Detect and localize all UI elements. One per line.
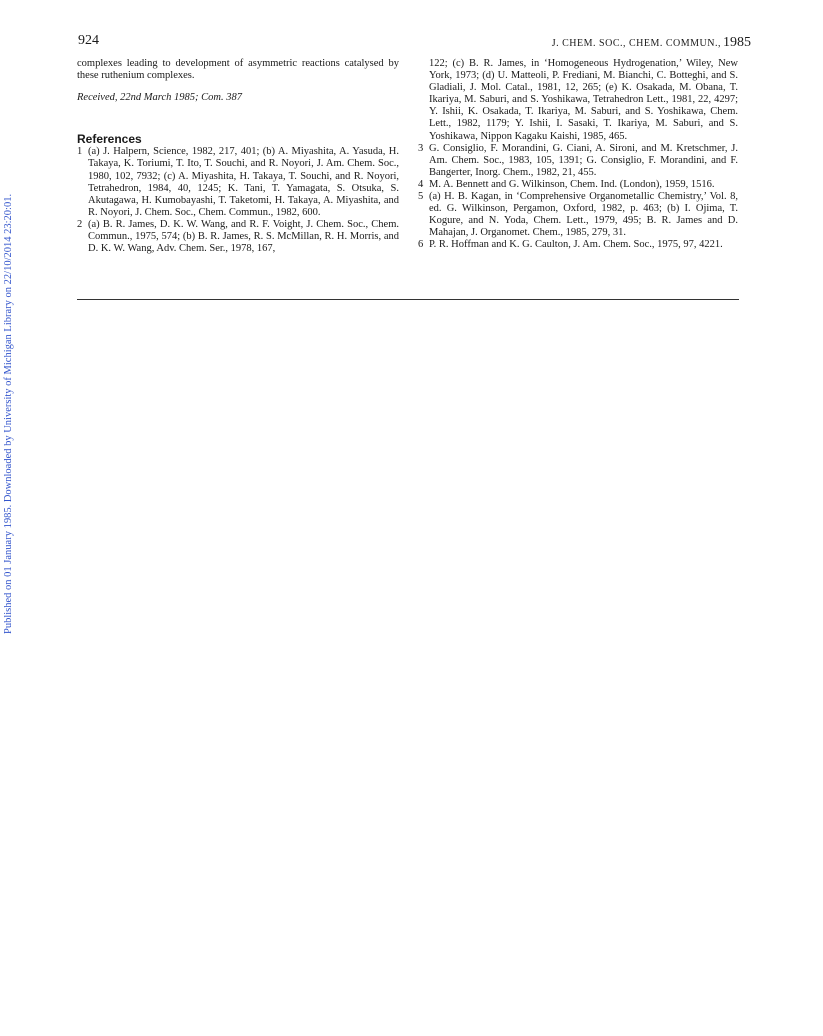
reference-number: [418, 58, 429, 143]
received-line: Received, 22nd March 1985; Com. 387: [77, 92, 242, 104]
page-number: 924: [78, 33, 99, 48]
reference-text: (a) J. Halpern, Science, 1982, 217, 401; (b) A. Miyashita, A. Yasuda, H. Takaya, K. Toriumi, T. Ito, T. Souchi, and R. Noyori, J. Am. Chem. Soc., 1980, 102, 7932; (c) A. Miyashita, H. Takaya, T. Souchi, and R. Noyori, Tetrahedron, 1984, 40, 1245; K. Tani, T. Yamagata, S. Otsuka, S. Akutagawa, H. Kumobayashi, T. Taketomi, H. Takaya, A. Miyashita, and R. Noyori, J. Chem. Soc., Chem. Commun., 1982, 600.: [88, 146, 399, 218]
right-column: [418, 58, 738, 252]
reference-number: 5: [418, 191, 424, 203]
reference-number: 4: [418, 178, 424, 190]
reference-text: P. R. Hoffman and K. G. Caulton, J. Am. Chem. Soc., 1975, 97, 4221.: [429, 239, 723, 251]
reference-item: [77, 146, 399, 219]
side-download-note[interactable]: Published on 01 January 1985. Downloaded by University of Michigan Library on 22/10/2014 23:20:01.: [3, 193, 14, 634]
reference-item: [418, 58, 738, 143]
reference-item: [418, 191, 738, 239]
journal-title: J. CHEM. SOC., CHEM. COMMUN.,: [551, 38, 721, 49]
journal-header: [552, 35, 751, 51]
reference-number: 2: [77, 218, 83, 230]
reference-number: 1: [77, 146, 83, 158]
reference-number: 6: [418, 239, 424, 251]
reference-continuation: 122; (c) B. R. James, in ‘Homogeneous Hydrogenation,’ Wiley, New York, 1973; (d) U. Matteoli, P. Frediani, M. Bianchi, C. Botteghi, and S. Gladiali, J. Mol. Catal., 1981, 12, 265; (e) K. Osakada, M. Obana, T. Ikariya, M. Saburi, and S. Yoshikawa, Tetrahedron Lett., 1981, 22, 4297; Y. Ishii, K. Osakada, T. Ikariya, M. Saburi, and S. Yoshikawa, Chem. Lett., 1982, 1179; Y. Ishii, I. Sasaki, T. Ikariya, M. Saburi, and S. Yoshikawa, Nippon Kagaku Kaishi, 1985, 465.: [429, 58, 738, 142]
references-heading: References: [77, 132, 142, 147]
reference-item: [418, 143, 738, 179]
reference-number: 3: [418, 142, 424, 154]
reference-text: M. A. Bennett and G. Wilkinson, Chem. Ind. (London), 1959, 1516.: [429, 178, 715, 190]
reference-text: G. Consiglio, F. Morandini, G. Ciani, A. Sironi, and M. Kretschmer, J. Am. Chem. Soc., 1983, 105, 1391; G. Consiglio, F. Morandini, and F. Bangerter, Inorg. Chem., 1982, 21, 455.: [429, 142, 738, 178]
left-column: [77, 58, 399, 255]
reference-text: (a) H. B. Kagan, in ‘Comprehensive Organometallic Chemistry,’ Vol. 8, ed. G. Wilkinson, Pergamon, Oxford, 1982, p. 463; (b) I. Ojima, T. Kogure, and N. Yoda, Chem. Lett., 1979, 495; B. R. James and D. Mahajan, J. Organomet. Chem., 1985, 279, 31.: [429, 191, 738, 239]
body-text: complexes leading to development of asymmetric reactions catalysed by these ruthenium complexes.: [77, 58, 399, 82]
reference-text: (a) B. R. James, D. K. W. Wang, and R. F. Voight, J. Chem. Soc., Chem. Commun., 1975, 574; (b) B. R. James, R. S. McMillan, R. H. Morris, and D. K. W. Wang, Adv. Chem. Ser., 1978, 167,: [88, 218, 399, 255]
journal-year: 1985: [723, 35, 751, 50]
reference-item: [418, 179, 738, 191]
reference-item: [418, 239, 738, 251]
reference-item: [77, 219, 399, 255]
bottom-rule: [77, 299, 739, 300]
